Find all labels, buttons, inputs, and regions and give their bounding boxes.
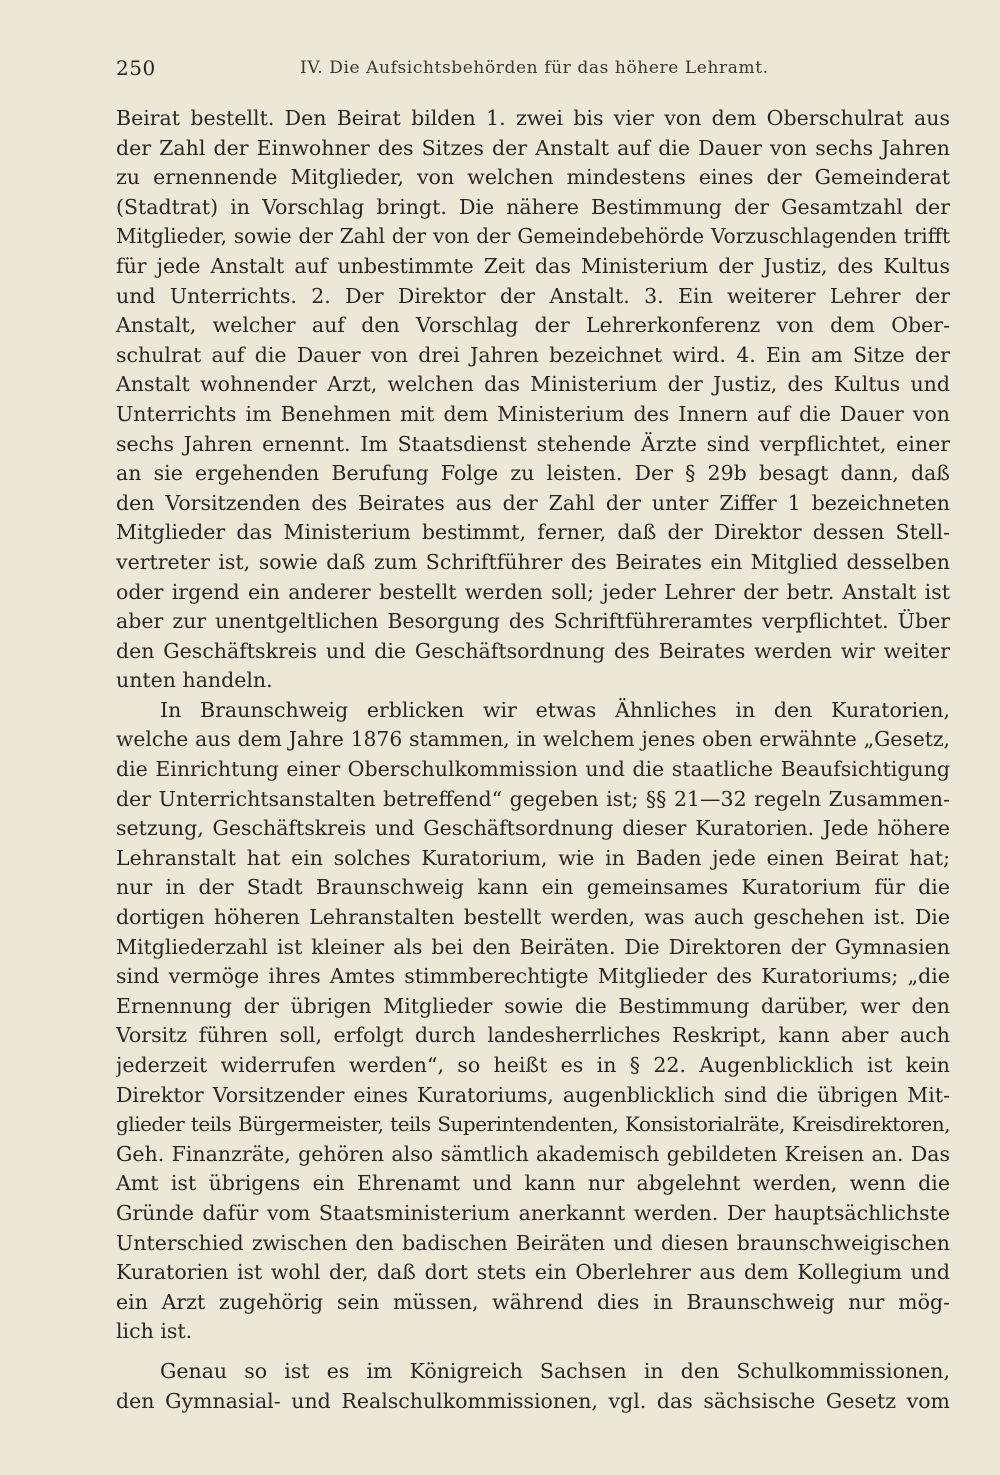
text-line: dortigen höheren Lehranstalten bestellt werden, was auch geschehen ist. Die (116, 905, 950, 930)
paragraph-gap (116, 1347, 950, 1357)
text-line: den Geschäftskreis und die Geschäftsordnung des Beirates werden wir weiter (116, 638, 950, 663)
text-line: Mitgliederzahl ist kleiner als bei den Beiräten. Die Direktoren der Gymnasien (116, 934, 950, 959)
paragraph-2 (116, 696, 950, 1347)
text-line: Unterrichts im Benehmen mit dem Ministerium des Innern auf die Dauer von (116, 401, 950, 426)
paragraph-1 (116, 104, 950, 696)
text-line: In Braunschweig erblicken wir etwas Ähnliches in den Kuratorien, (160, 697, 950, 722)
text-line: Mitglieder das Ministerium bestimmt, ferner, daß der Direktor dessen Stell- (116, 520, 950, 545)
page-number: 250 (116, 56, 156, 80)
text-line: Kuratorien ist wohl der, daß dort stets ein Oberlehrer aus dem Kollegium und (116, 1260, 950, 1285)
text-line: oder irgend ein anderer bestellt werden soll; jeder Lehrer der betr. Anstalt ist (116, 579, 950, 604)
text-line: Anstalt, welcher auf den Vorschlag der Lehrerkonferenz von dem Ober- (116, 313, 950, 338)
text-line: Amt ist übrigens ein Ehrenamt und kann nur abgelehnt werden, wenn die (116, 1171, 950, 1196)
page-header (116, 56, 950, 86)
text-line: nur in der Stadt Braunschweig kann ein gemeinsames Kuratorium für die (116, 875, 950, 900)
text-line: (Stadtrat) in Vorschlag bringt. Die nähere Bestimmung der Gesamtzahl der (116, 194, 950, 219)
text-line: den Vorsitzenden des Beirates aus der Zahl der unter Ziffer 1 bezeichneten (116, 490, 950, 515)
body-text (116, 104, 950, 1416)
text-line: Unterschied zwischen den badischen Beiräten und diesen braunschweigischen (116, 1230, 950, 1255)
text-line: den Gymnasial- und Realschulkommissionen, vgl. das sächsische Gesetz vom (116, 1388, 950, 1413)
text-line: Lehranstalt hat ein solches Kuratorium, wie in Baden jede einen Beirat hat; (116, 845, 950, 870)
text-line: lich ist. (116, 1319, 193, 1344)
text-line: Anstalt wohnender Arzt, welchen das Ministerium der Justiz, des Kultus und (116, 372, 950, 397)
text-line: glieder teils Bürgermeister, teils Superintendenten, Konsistorialräte, Kreisdirektoren, (116, 1112, 950, 1137)
text-line: setzung, Geschäftskreis und Geschäftsordnung dieser Kuratorien. Jede höhere (116, 816, 950, 841)
text-line: aber zur unentgeltlichen Besorgung des Schriftführeramtes verpflichtet. Über (116, 609, 950, 634)
text-line: Direktor Vorsitzender eines Kuratoriums, augenblicklich sind die übrigen Mit- (116, 1082, 950, 1107)
text-line: der Zahl der Einwohner des Sitzes der Anstalt auf die Dauer von sechs Jahren (116, 135, 950, 160)
text-line: für jede Anstalt auf unbestimmte Zeit das Ministerium der Justiz, des Kultus (116, 253, 950, 278)
text-line: und Unterrichts. 2. Der Direktor der Anstalt. 3. Ein weiterer Lehrer der (116, 283, 950, 308)
text-line: vertreter ist, sowie daß zum Schriftführer des Beirates ein Mitglied desselben (116, 549, 950, 574)
text-line: Vorsitz führen soll, erfolgt durch landesherrliches Reskript, kann aber auch (116, 1023, 950, 1048)
text-line: jederzeit widerrufen werden“, so heißt es in § 22. Augenblicklich ist kein (116, 1053, 950, 1077)
text-line: sechs Jahren ernennt. Im Staatsdienst stehende Ärzte sind verpflichtet, einer (116, 431, 950, 456)
text-line: unten handeln. (116, 668, 273, 693)
running-title: IV. Die Aufsichtsbehörden für das höhere Lehramt. (300, 58, 769, 78)
text-line: Genau so ist es im Königreich Sachsen in den Schulkommissionen, (160, 1358, 950, 1383)
text-line: Geh. Finanzräte, gehören also sämtlich akademisch gebildeten Kreisen an. Das (116, 1141, 950, 1166)
paragraph-3 (116, 1357, 950, 1416)
text-line: Ernennung der übrigen Mitglieder sowie die Bestimmung darüber, wer den (116, 993, 950, 1018)
text-line: schulrat auf die Dauer von drei Jahren bezeichnet wird. 4. Ein am Sitze der (116, 342, 950, 367)
text-line: an sie ergehenden Berufung Folge zu leisten. Der § 29b besagt dann, daß (116, 461, 950, 486)
text-line: die Einrichtung einer Oberschulkommission und die staatliche Beaufsichtigung (116, 757, 950, 782)
text-line: welche aus dem Jahre 1876 stammen, in welchem jenes oben erwähnte „Gesetz, (116, 727, 950, 752)
text-line: Gründe dafür vom Staatsministerium anerkannt werden. Der hauptsächlichste (116, 1200, 950, 1225)
text-line: Mitglieder, sowie der Zahl der von der Gemeindebehörde Vorzuschlagenden trifft (116, 224, 950, 249)
text-line: der Unterrichtsanstalten betreffend“ gegeben ist; §§ 21—32 regeln Zusammen- (116, 786, 950, 811)
text-line: ein Arzt zugehörig sein müssen, während dies in Braunschweig nur mög- (116, 1289, 950, 1314)
text-line: Beirat bestellt. Den Beirat bilden 1. zwei bis vier von dem Oberschulrat aus (116, 106, 950, 130)
text-line: sind vermöge ihres Amtes stimmberechtigte Mitglieder des Kuratoriums; „die (116, 964, 950, 989)
text-line: zu ernennende Mitglieder, von welchen mindestens eines der Gemeinderat (116, 165, 950, 190)
